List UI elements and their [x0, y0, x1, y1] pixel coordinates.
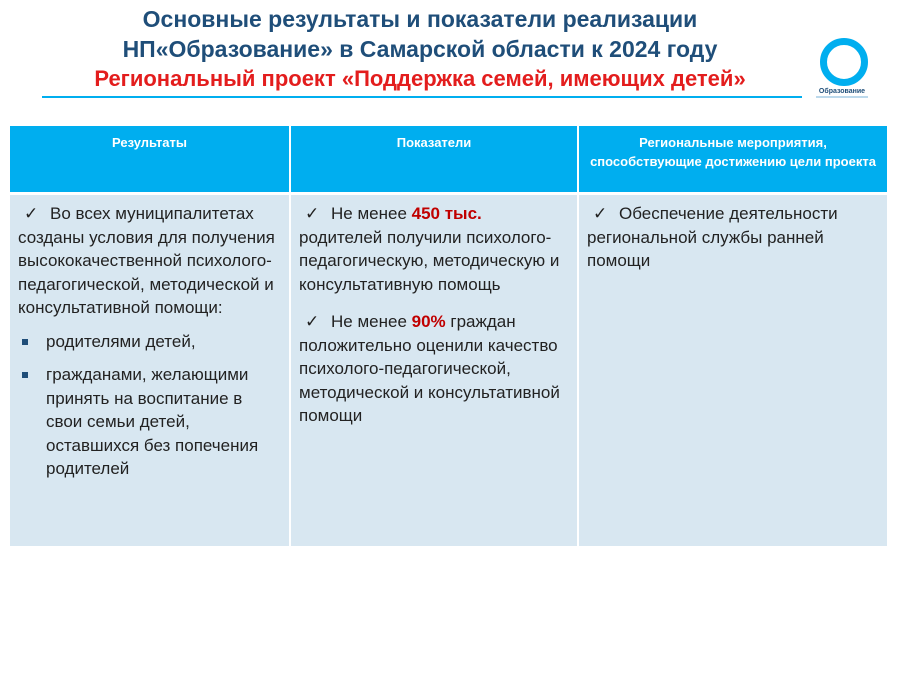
results-intro: [18, 202, 281, 320]
header-divider: [42, 96, 802, 98]
header-results: Результаты: [10, 126, 290, 194]
header-indicators: Показатели: [290, 126, 578, 194]
title-line-1: Основные результаты и показатели реализации: [142, 6, 698, 32]
results-table: [10, 126, 887, 546]
indicators-cell: [290, 194, 578, 547]
results-intro-line1: Во всех: [50, 204, 111, 223]
results-bullet-2: гражданами, желающими принять на воспитание в свои семьи детей, оставшихся без попечения родителей: [46, 365, 259, 478]
indicator-2-suffix: граждан: [450, 312, 516, 331]
results-bullet-1: родителями детей,: [46, 331, 196, 351]
activity-1-line1: Обеспечение деятельности: [619, 204, 838, 223]
activity-1-text: региональной службы ранней помощи: [587, 227, 824, 270]
activity-item-1: [587, 202, 879, 273]
results-intro-rest: муниципалитетах созданы условия для получения высококачественной психолого-педагогической, методической и консультативной помощи:: [18, 204, 275, 317]
list-item: [18, 363, 281, 481]
checkmark-icon: ✓: [305, 204, 320, 223]
activities-cell: [578, 194, 887, 547]
title-line-2: НП«Образование» в Самарской области к 2024 году: [122, 36, 718, 62]
project-subtitle: Региональный проект «Поддержка семей, имеющих детей»: [94, 66, 746, 91]
square-bullet-icon: [22, 339, 28, 345]
indicator-2-value: 90%: [411, 312, 446, 331]
indicator-1-text: родителей получили психолого-педагогическую, методическую и консультативную помощь: [299, 227, 560, 294]
indicator-2-prefix: Не менее: [331, 312, 407, 331]
education-logo: [814, 36, 870, 100]
table-row: [10, 194, 887, 547]
logo-text: Образование: [818, 88, 866, 95]
indicator-item-1: [299, 202, 569, 296]
checkmark-icon: ✓: [305, 312, 320, 331]
indicator-2-text: положительно оценили качество психолого-педагогической, методической и консультативной помощи: [299, 335, 560, 425]
results-cell: [10, 194, 290, 547]
indicator-1-prefix: Не менее: [331, 204, 407, 223]
square-bullet-icon: [22, 372, 28, 378]
header-activities: Региональные мероприятия, способствующие достижению цели проекта: [578, 126, 887, 194]
table-header-row: [10, 126, 887, 194]
list-item: [18, 330, 281, 354]
logo-ring-icon: [820, 38, 868, 86]
slide-header: [0, 0, 900, 110]
logo-underline: [816, 96, 868, 98]
checkmark-icon: ✓: [24, 204, 39, 223]
checkmark-icon: ✓: [593, 204, 608, 223]
indicator-item-2: [299, 310, 569, 428]
indicator-1-value: 450 тыс.: [411, 204, 482, 223]
